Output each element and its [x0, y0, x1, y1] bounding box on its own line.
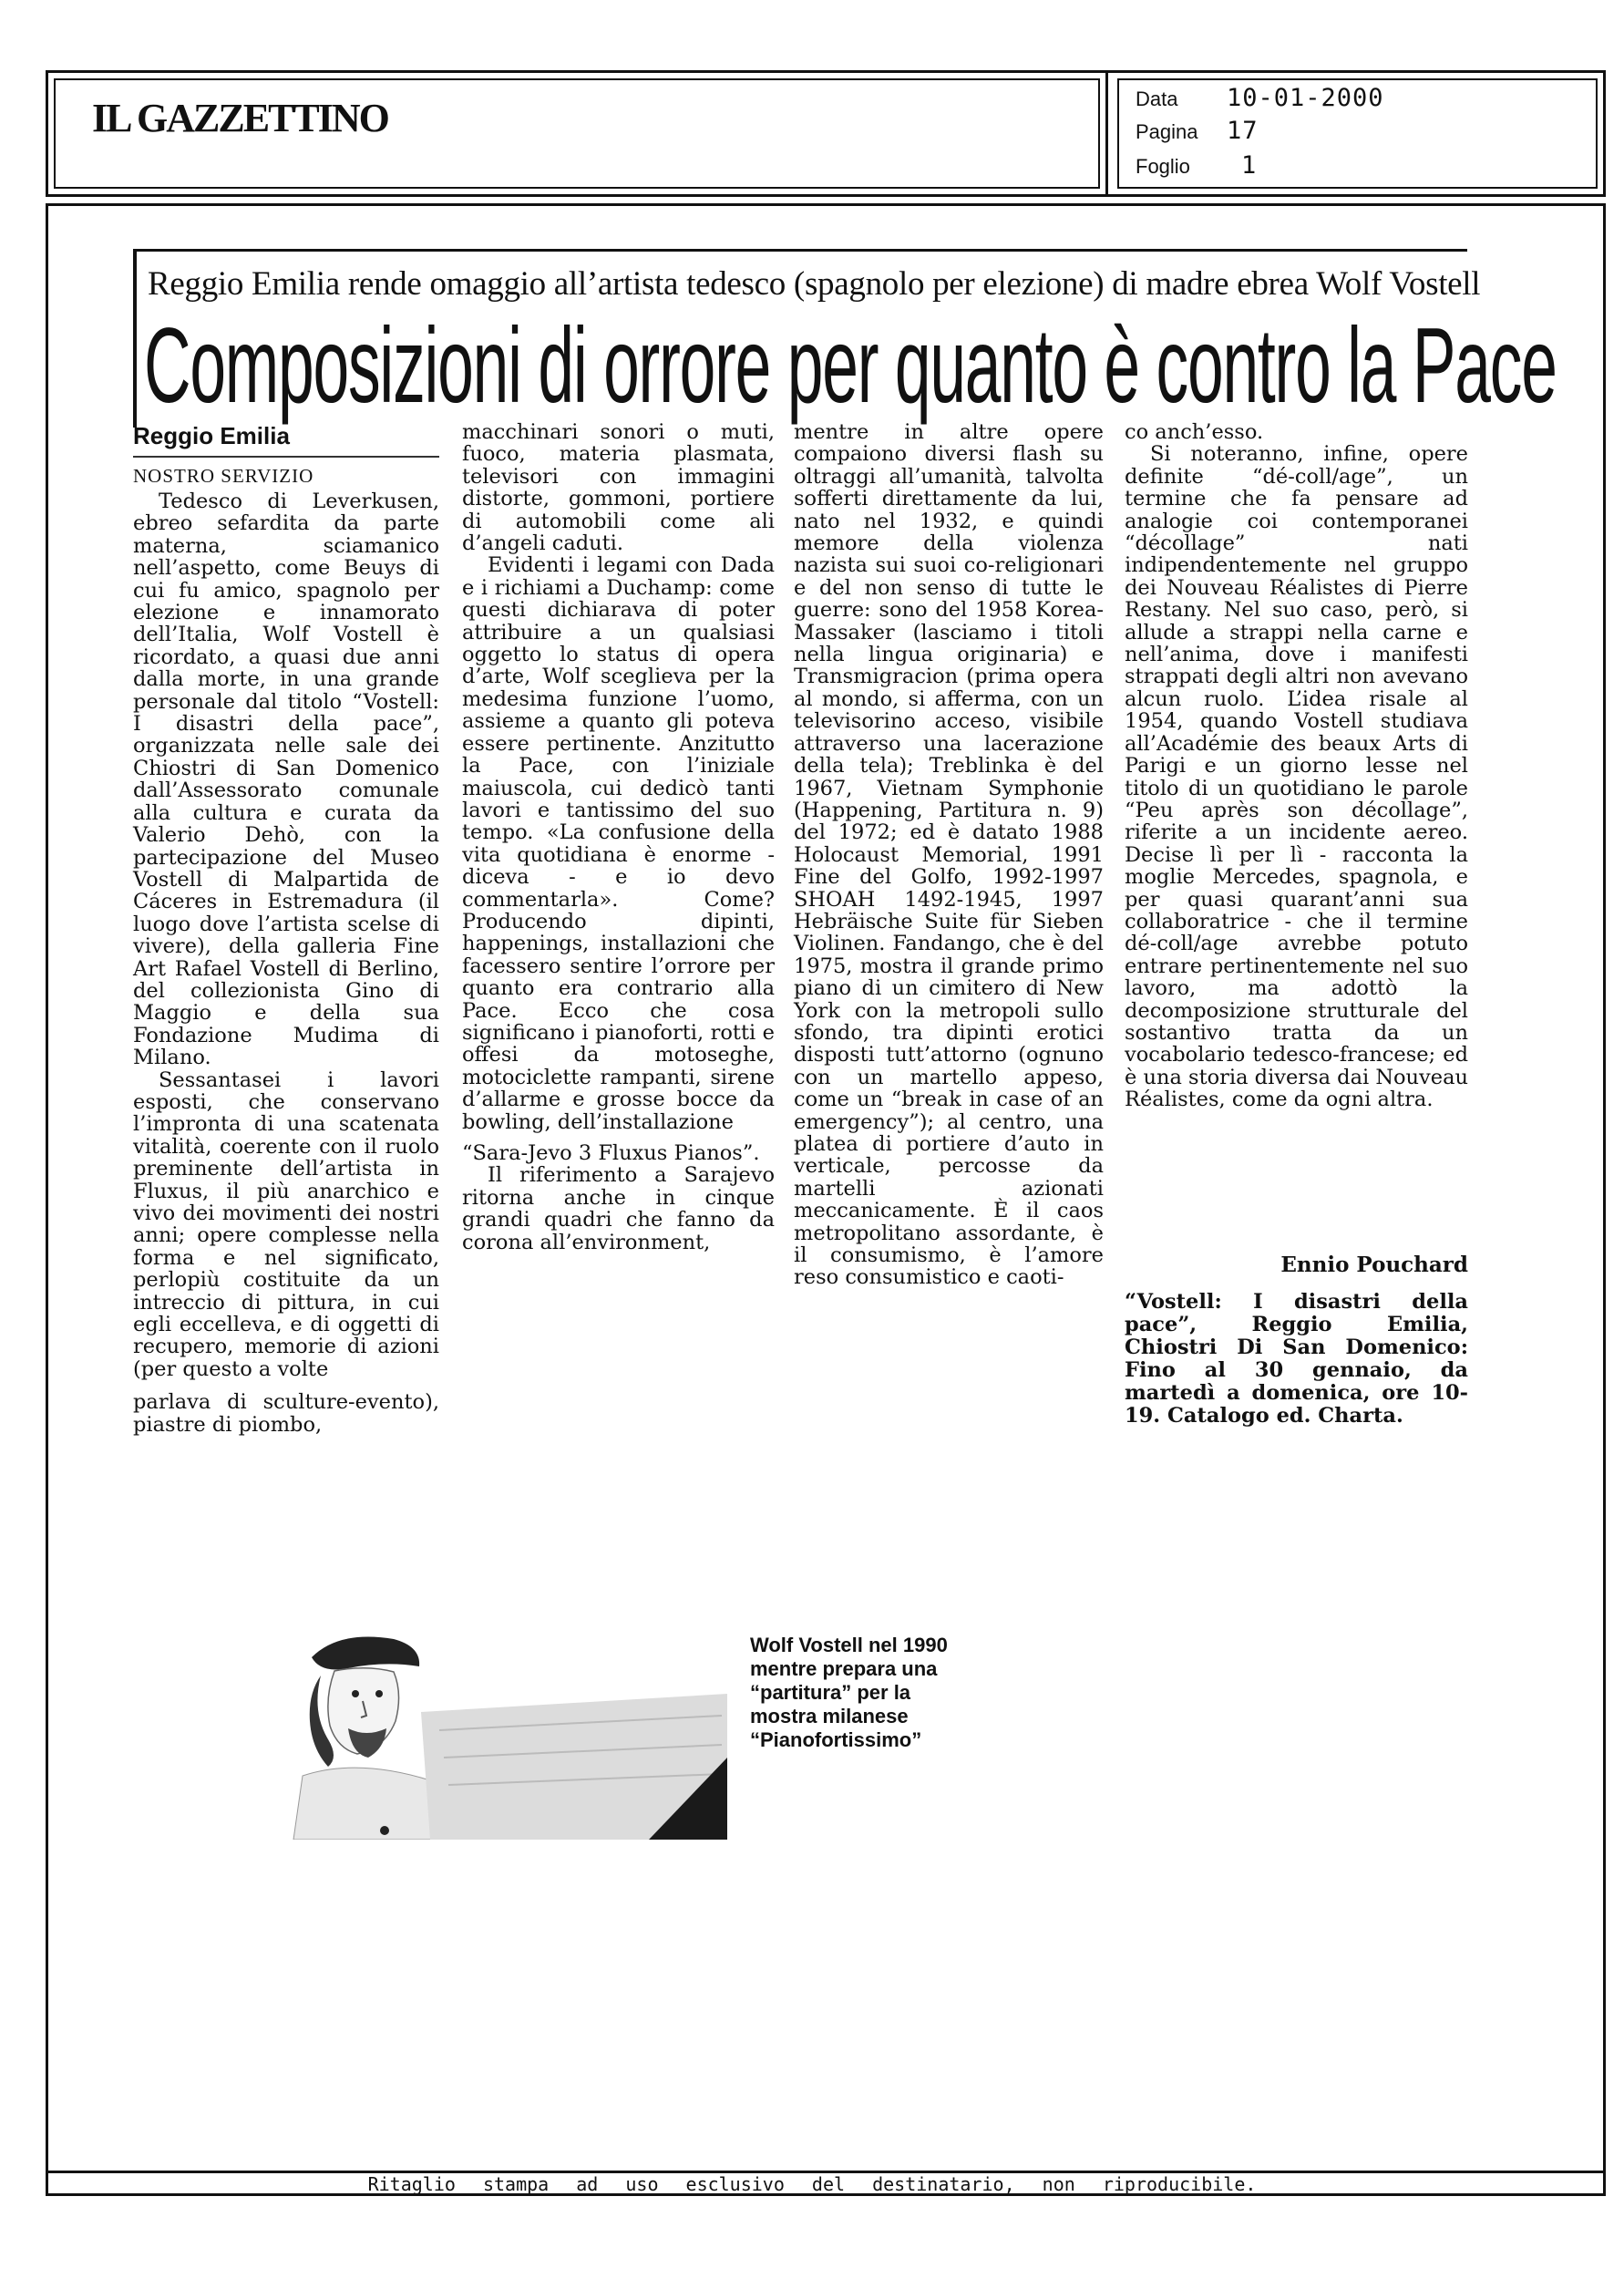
paragraph: Si noteranno, infine, opere definite “dé-coll/age”, un termine che fa pensare ad analogie coi contemporanei “décollage” nati indipendentemente nel gruppo dei Nouveau Réalistes di Pierre Restany. Nel suo caso, però, si allude a strappi nella carne e nell’anima, dove i manifesti strappati degli altri non avevano alcun ruolo. L’idea risale al 1954, quando Vostell studiava all’Académie des beaux Arts di Parigi e un giorno lesse nel titolo di un quotidiano le parole “Peu après son décollage”, riferite a un incidente aereo. Decise lì per lì - racconta la moglie Mercedes, spagnola, e per quasi quarant’anni sua collaboratrice - che il termine dé-coll/age avrebbe potuto entrare pertinentemente nel suo lavoro, ma adottò la decomposizione strutturale del sostantivo tratta da un vocabolario tedesco-francese; ed è una storia diversa dai Nouveau Réalistes, come da ogni altra.: [1125, 442, 1468, 1112]
sheet-label: Foglio: [1136, 155, 1190, 178]
paragraph: mentre in altre opere compaiono diversi flash su oltraggi all’umanità, talvolta sofferti direttamente da lui, nato nel 1932, e quindi memore della violenza nazista sui suoi co-religionari e del non senso di tutte le guerre: sono del 1958 Korea-Massaker (lasciamo i titoli nella lingua originaria) e Transmigracion (prima opera al mondo, si afferma, con un televisorino acceso, visibile attraverso una lacerazione della tela); Treblinka è del 1967, Vietnam Symphonie (Happening, Partitura n. 9) del 1972; ed è datato 1988 Holocaust Memorial, 1991 Fine del Golfo, 1992-1997 SHOAH 1492-1945, 1997 Hebräische Suite für Sieben Violinen. Fandango, che è del 1975, mostra il grande primo piano di un cimitero di New York con la metropoli sullo sfondo, tra dipinti erotici disposti tutt’attorno (ognuno con un martello appeso, come un “break in case of an emergency”); al centro, una platea di portiere d’auto in verticale, percosse da martelli azionati meccanicamente. È il caos metropolitano assordante, è il consumismo, è l’amore reso consumistico e caoti-: [794, 420, 1104, 1290]
page-value: 17: [1227, 117, 1259, 145]
exhibition-info: “Vostell: I disastri della pace”, Reggio Emilia, Chiostri Di San Domenico: Fino al 30 gennaio, da martedì a domenica, ore 10-19. Catalogo ed. Charta.: [1125, 1290, 1468, 1428]
newspaper-logo: IL GAZZETTINO: [92, 96, 388, 140]
article-side-bar: [133, 249, 137, 428]
article-author: Ennio Pouchard: [1280, 1253, 1468, 1277]
photo-wolf-vostell: [284, 1621, 727, 1840]
article-headline: Composizioni di orrore per quanto è contro la Pace: [144, 305, 1557, 425]
paragraph: Evidenti i legami con Dada e i richiami a Duchamp: come questi dichiarava di poter attribuire a un qualsiasi oggetto lo status di opera d’arte, Wolf sceglieva per la medesima funzione l’uomo, assieme a quanto gli poteva essere pertinente. Anzitutto la Pace, con l’iniziale maiuscola, cui dedicò tanti lavori e tantissimo del suo tempo. «La confusione della vita quotidiana è enorme - diceva - e io devo commentarla». Come? Producendo dipinti, happenings, installazioni che facessero sentire l’orrore per quanto era contrario alla Pace. Ecco che cosa significano i pianoforti, rotti e offesi da motoseghe, motociclette rampanti, sirene d’allarme e grosse bocce da bowling, dell’installazione: [462, 553, 775, 1134]
article-top-rule: [133, 249, 1467, 252]
article-column-3: [794, 421, 1104, 1289]
page-label: Pagina: [1136, 120, 1198, 143]
footer-notice: Ritaglio stampa ad uso esclusivo del destinatario, non riproducibile.: [367, 2173, 1257, 2195]
date-value: 10-01-2000: [1227, 84, 1384, 112]
clipping-header: [46, 70, 1606, 197]
paragraph: Tedesco di Leverkusen, ebreo sefardita da parte materna, sciamanico nell’aspetto, come Beuys di cui fu amico, spagnolo per elezione e innamorato dell’Italia, Wolf Vostell è ricordato, a quasi due anni dalla morte, in una grande personale dal titolo “Vostell: I disastri della pace”, organizzata nelle sale dei Chiostri di San Domenico dall’Assessorato comunale alla cultura e curata da Valerio Dehò, con la partecipazione del Museo Vostell di Malpartida de Cáceres in Estremadura (il luogo dove l’artista scelse di vivere), della galleria Fine Art Rafael Vostell di Berlino, del collezionista Gino di Maggio e della sua Fondazione Mudima di Milano.: [133, 490, 439, 1070]
paragraph: parlava di sculture-evento), piastre di piombo,: [133, 1390, 439, 1437]
article-column-4: [1125, 421, 1468, 1111]
article-kicker: Reggio Emilia rende omaggio all’artista tedesco (spagnolo per elezione) di madre ebrea Wolf Vostell: [148, 265, 1481, 303]
photo-caption: Wolf Vostell nel 1990 mentre prepara una “partitura” per la mostra milanese “Pianofortissimo”: [750, 1634, 948, 1751]
article-service: NOSTRO SERVIZIO: [133, 465, 314, 487]
sheet-row: [1136, 151, 1257, 182]
masthead-box: [48, 73, 1108, 194]
paragraph: macchinari sonori o muti, fuoco, materia plasmata, televisori con immagini distorte, gommoni, portiere di automobili come ali d’angeli caduti.: [462, 420, 775, 556]
metadata-box: [1114, 73, 1603, 194]
article-dateline: Reggio Emilia: [133, 422, 290, 449]
date-row: [1136, 84, 1384, 115]
paragraph: “Sara-Jevo 3 Fluxus Pianos”.: [462, 1141, 760, 1165]
sheet-value: 1: [1241, 151, 1258, 180]
paragraph: Sessantasei i lavori esposti, che conservano l’impronta di una scatenata vitalità, coerente con il ruolo preminente dell’artista in Fluxus, il più anarchico e vivo dei movimenti dei nostri anni; opere complesse nella forma e nel significato, perlopiù costituite da un intreccio di pittura, in cui egli eccelleva, e di oggetti di recupero, memorie di azioni (per questo a volte: [133, 1067, 439, 1381]
article-column-2: [462, 421, 775, 1253]
article-column-1: [133, 490, 439, 1436]
dateline-rule: [133, 456, 439, 458]
portrait-illustration: [284, 1621, 727, 1840]
paragraph: Il riferimento a Sarajevo ritorna anche in cinque grandi quadri che fanno da corona all’environment,: [462, 1163, 775, 1254]
date-label: Data: [1136, 88, 1178, 110]
page-row: [1136, 117, 1259, 148]
paragraph: co anch’esso.: [1125, 420, 1264, 444]
